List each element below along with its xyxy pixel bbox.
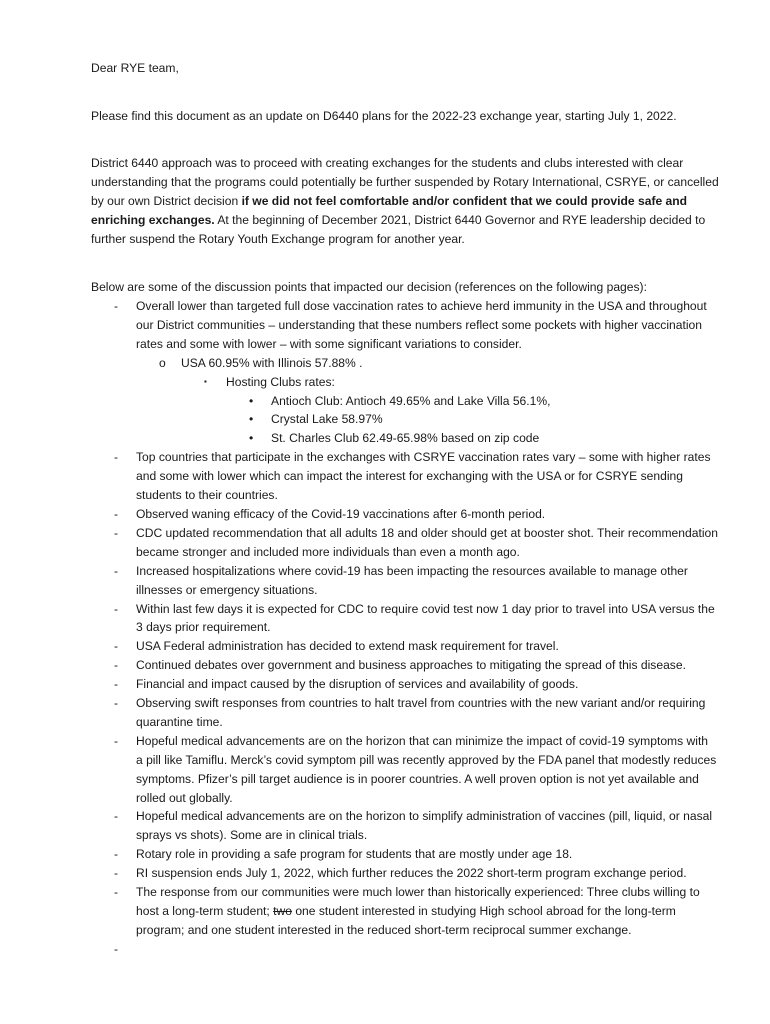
list-item [0, 448, 718, 505]
dash-marker: - [114, 506, 119, 521]
item-text: Financial and impact caused by the disruption of services and availability of goods. [136, 677, 579, 692]
circle-marker: o [159, 355, 166, 370]
dash-marker: - [114, 563, 119, 578]
list-item [0, 297, 718, 354]
item-text: St. Charles Club 62.49-65.98% based on zip code [271, 431, 540, 446]
item-text: Crystal Lake 58.97% [271, 412, 383, 427]
list-item [0, 675, 718, 694]
list-item [0, 637, 718, 656]
list-item [0, 732, 718, 808]
item-text: CDC updated recommendation that all adults 18 and older should get at booster shot. Their recommendation became stronger and included more individuals than even a month ago. [136, 525, 718, 559]
list-item [0, 505, 718, 524]
item-text: RI suspension ends July 1, 2022, which further reduces the 2022 short-term program exchange period. [136, 866, 687, 881]
response-text-2: one student interested in studying High school abroad for the long-term program; and one student interested in the reduced short-term reciprocal summer exchange. [136, 904, 676, 937]
discussion-points-list [0, 297, 770, 959]
item-text: Antioch Club: Antioch 49.65% and Lake Villa 56.1%, [271, 393, 551, 408]
item-text: Top countries that participate in the exchanges with CSRYE vaccination rates vary – some with higher rates and some with lower which can impact the interest for exchanging with the USA or for CSRYE sending students to their countries. [136, 450, 711, 503]
list-item [0, 600, 718, 638]
approach-text-2: At the beginning of December 2021, District 6440 Governor and RYE leadership decided to further suspend the Rotary Youth Exchange program for another year. [91, 213, 706, 246]
item-text: Observed waning efficacy of the Covid-19 vaccinations after 6-month period. [136, 506, 546, 521]
item-text: Hopeful medical advancements are on the horizon that can minimize the impact of covid-19 symptoms with a pill like Tamiflu. Merck’s covid symptom pill was recently approved by the FDA panel that modestly reduces symptoms. Pfizer’s pill target audience is in poorer countries. A well proven option is not yet available and rolled out globally. [136, 733, 717, 805]
square-bullet-icon: ▪ [204, 376, 207, 386]
bullet-icon: • [249, 431, 254, 446]
list-item [0, 562, 718, 600]
list-item [0, 429, 718, 448]
list-item [0, 694, 718, 732]
list-item [0, 373, 718, 392]
list-item [0, 410, 718, 429]
approach-text-1: District 6440 approach was to proceed with creating exchanges for the students and clubs interested with clear understanding that the programs could potentially be further suspended by Rotary International, CSRYE, or cancelled by our own District decision [91, 156, 719, 208]
dash-marker: - [114, 299, 119, 313]
bullet-icon: • [249, 412, 254, 427]
approach-paragraph [91, 154, 723, 249]
dash-marker: - [114, 525, 119, 540]
dash-marker: - [114, 601, 119, 616]
dash-marker: - [114, 733, 119, 748]
list-item-empty [0, 940, 718, 959]
list-item [0, 864, 718, 883]
list-item [0, 883, 718, 940]
item-text: Rotary role in providing a safe program for students that are mostly under age 18. [136, 847, 573, 862]
dash-marker: - [114, 866, 119, 881]
item-text: USA 60.95% with Illinois 57.88% . [181, 355, 363, 370]
item-text: Hopeful medical advancements are on the horizon to simplify administration of vaccines (pill, liquid, or nasal sprays vs shots). Some are in clinical trials. [136, 809, 713, 843]
list-item [0, 392, 718, 411]
item-text [136, 885, 700, 937]
dash-marker: - [114, 677, 119, 692]
dash-marker: - [114, 639, 119, 654]
dash-marker: - [114, 941, 119, 956]
intro-paragraph: Please find this document as an update on D6440 plans for the 2022-23 exchange year, starting July 1, 2022. [91, 109, 677, 123]
list-intro: Below are some of the discussion points that impacted our decision (references on the following pages): [91, 280, 647, 294]
approach-bold-text: if we did not feel comfortable and/or confident that we could provide safe and enriching exchanges. [91, 194, 688, 227]
list-item [0, 354, 718, 373]
list-item [0, 656, 718, 675]
greeting: Dear RYE team, [91, 61, 179, 75]
response-text-1: The response from our communities were much lower than historically experienced: Three clubs willing to host a long-term student; [136, 885, 700, 918]
dash-marker: - [114, 696, 119, 711]
item-text: Continued debates over government and business approaches to mitigating the spread of this disease. [136, 658, 686, 673]
item-text: Observing swift responses from countries to halt travel from countries with the new variant and/or requiring quarantine time. [136, 696, 706, 729]
struck-word: two [273, 904, 292, 918]
dash-marker: - [114, 809, 119, 824]
dash-marker: - [114, 885, 119, 900]
item-text: Overall lower than targeted full dose vaccination rates to achieve herd immunity in the USA and throughout our District communities – understanding that these numbers reflect some pockets with higher vaccination rates and some with lower – with some significant variations to consider. [136, 299, 707, 351]
list-item [0, 807, 718, 845]
bullet-icon: • [249, 393, 254, 408]
dash-marker: - [114, 450, 119, 465]
list-item [0, 845, 718, 864]
dash-marker: - [114, 847, 119, 862]
dash-marker: - [114, 658, 119, 673]
item-text: Within last few days it is expected for CDC to require covid test now 1 day prior to travel into USA versus the 3 days prior requirement. [136, 601, 715, 635]
list-item [0, 524, 718, 562]
item-text: Hosting Clubs rates: [226, 374, 335, 389]
item-text: Increased hospitalizations where covid-19 has been impacting the resources available to manage other illnesses or emergency situations. [136, 563, 688, 597]
item-text: USA Federal administration has decided to extend mask requirement for travel. [136, 639, 559, 654]
